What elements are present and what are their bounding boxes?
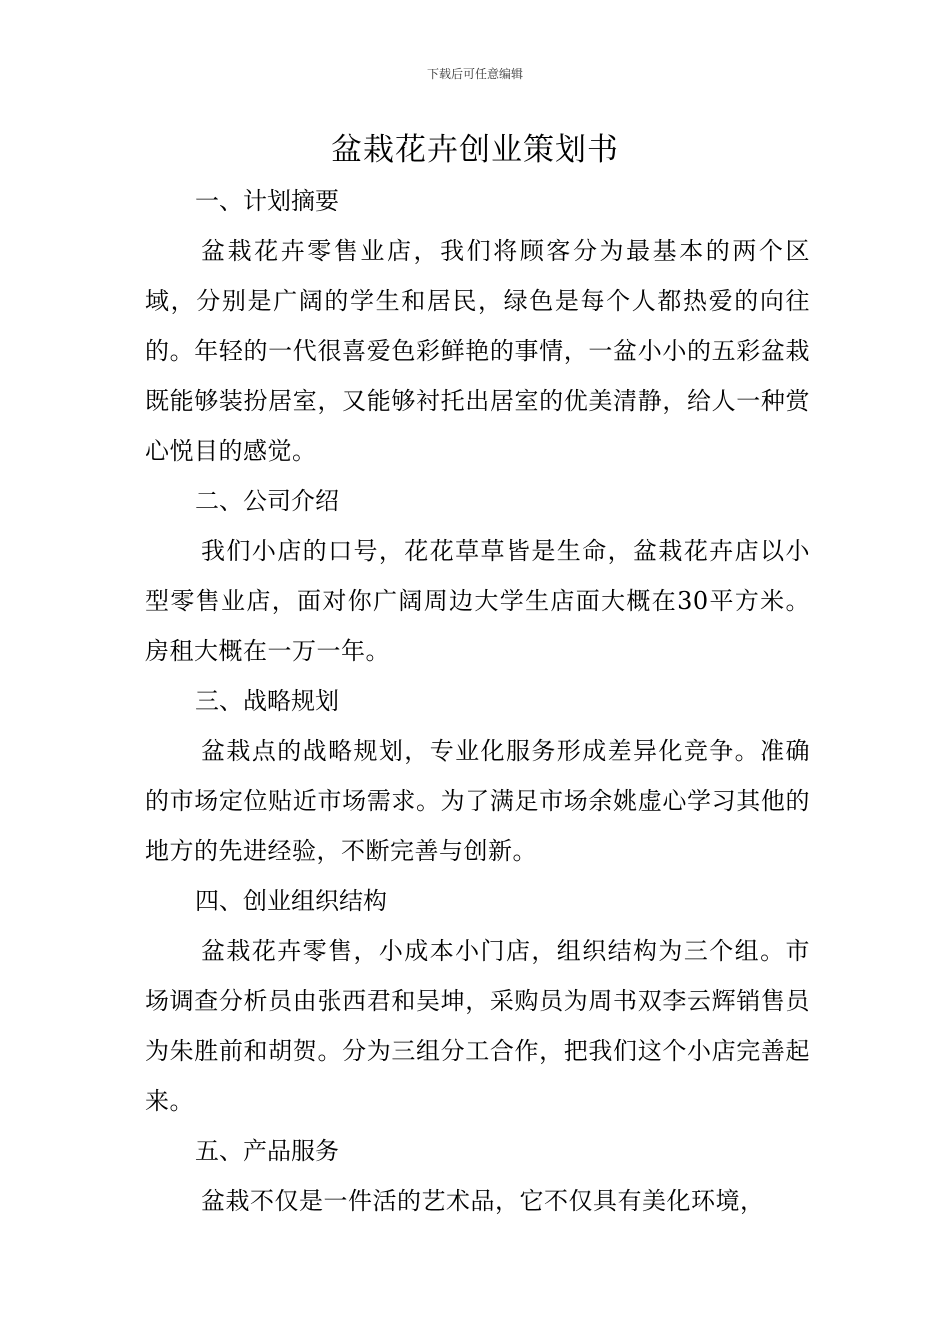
section-paragraph-strategy: 盆栽点的战略规划，专业化服务形成差异化竞争。准确的市场定位贴近市场需求。为了满足市场余姚虚心学习其他的地方的先进经验，不断完善与创新。	[145, 737, 810, 865]
section-paragraph-company: 我们小店的口号，花花草草皆是生命，盆栽花卉店以小型零售业店，面对你广阔周边大学生店面大概在30平方米。房租大概在一万一年。	[145, 537, 810, 665]
section-heading-strategy: 三、战略规划	[195, 687, 339, 715]
section-heading-company: 二、公司介绍	[195, 487, 339, 515]
section-heading-summary: 一、计划摘要	[195, 187, 339, 215]
page-header-note: 下载后可任意编辑	[426, 67, 523, 81]
section-paragraph-organization: 盆栽花卉零售，小成本小门店，组织结构为三个组。市场调查分析员由张西君和吴坤，采购员为周书双李云辉销售员为朱胜前和胡贺。分为三组分工合作，把我们这个小店完善起来。	[145, 937, 810, 1115]
section-paragraph-summary: 盆栽花卉零售业店，我们将顾客分为最基本的两个区域，分别是广阔的学生和居民，绿色是每个人都热爱的向往的。年轻的一代很喜爱色彩鲜艳的事情，一盆小小的五彩盆栽既能够装扮居室，又能够衬托出居室的优美清静，给人一种赏心悦目的感觉。	[145, 237, 810, 465]
section-paragraph-products: 盆栽不仅是一件活的艺术品，它不仅具有美化环境，	[201, 1187, 765, 1215]
section-heading-products: 五、产品服务	[195, 1137, 339, 1165]
section-heading-organization: 四、创业组织结构	[195, 887, 387, 915]
document-title: 盆栽花卉创业策划书	[331, 132, 619, 168]
document-body	[145, 176, 810, 1226]
